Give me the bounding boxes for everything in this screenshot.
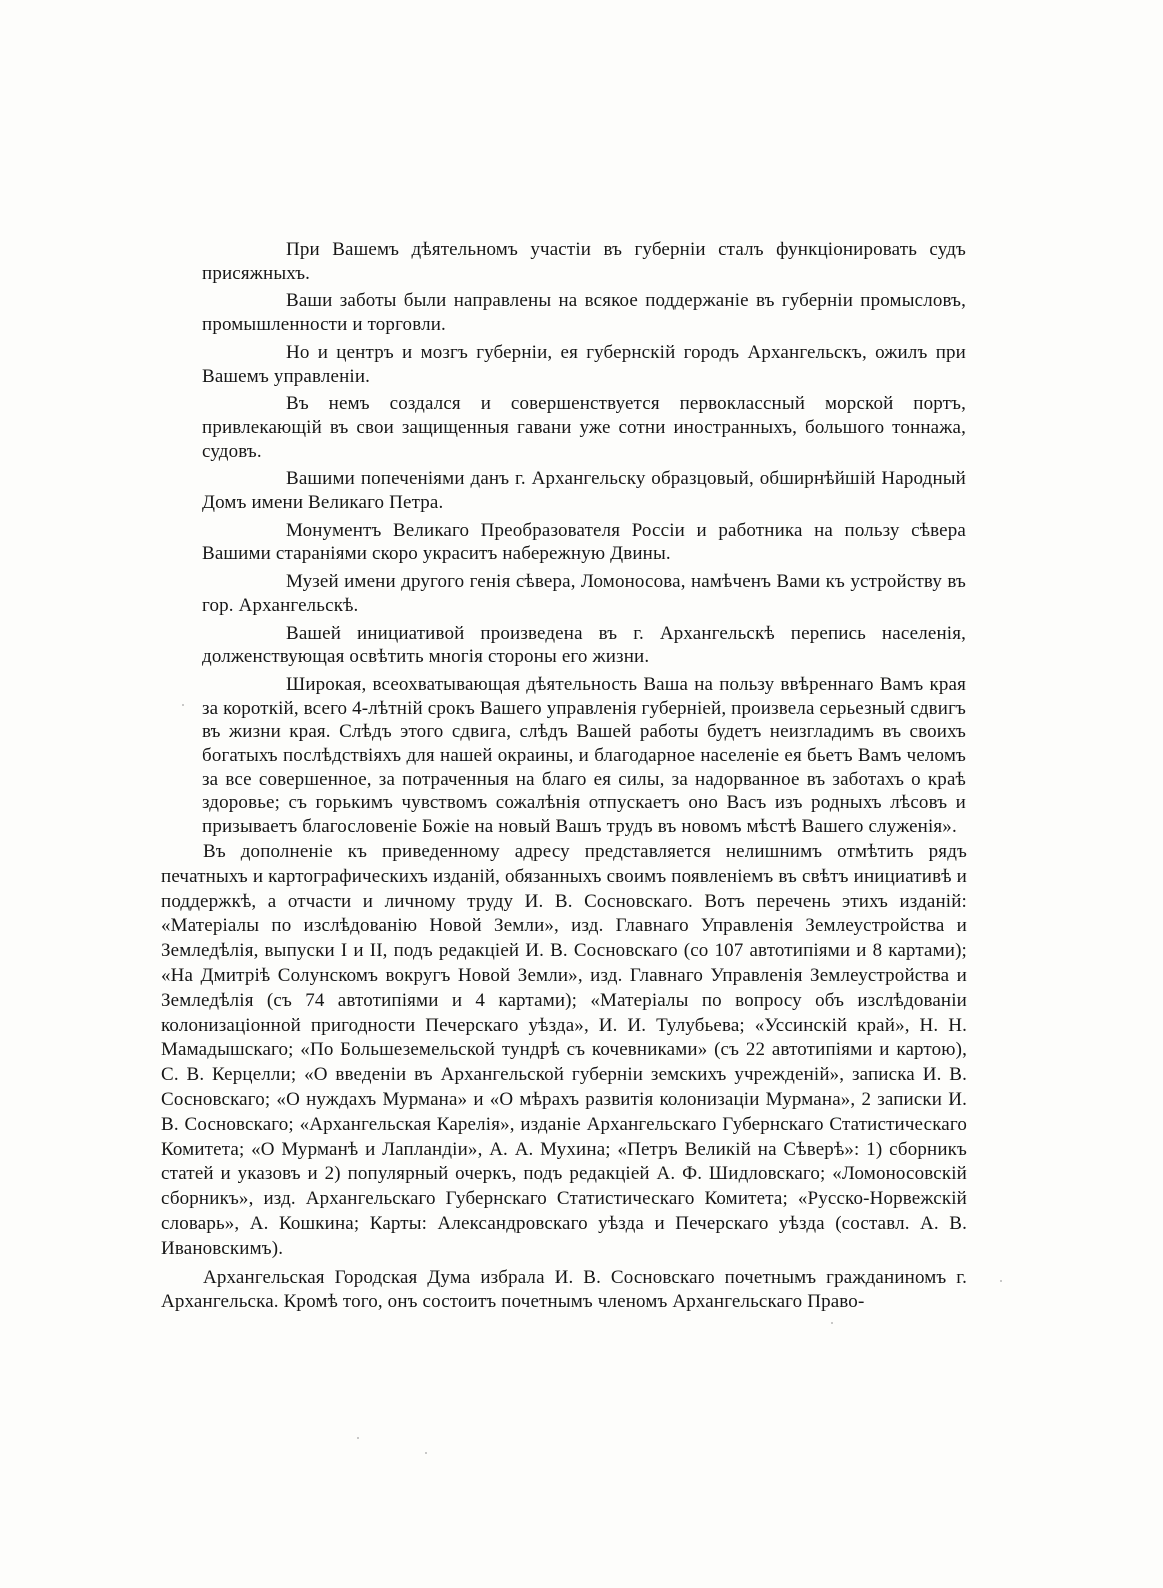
address-paragraph: Широкая, всеохватывающая дѣятельность Ваша на пользу ввѣреннаго Вамъ края за короткiй, всего 4-лѣтнiй срокъ Вашего управленiя губернiей, произвела серьезный сдвигъ въ жизни края. Слѣдъ этого сдвига, слѣдъ Вашей работы будетъ неизгладимъ въ своихъ богатыхъ послѣдствiяхъ для нашей окраины, и благодарное населенiе ея бьетъ Вамъ челомъ за все совершенное, за потраченныя на благо ея силы, за надорванное въ заботахъ о краѣ здоровье; съ горькимъ чувствомъ сожалѣнiя отпускаетъ оно Васъ изъ родныхъ лѣсовъ и призываетъ благословенiе Божie на новый Вашъ трудъ въ новомъ мѣстѣ Вашего служенiя».: [202, 673, 966, 838]
main-paragraph: Архангельская Городская Дума избрала И. В. Сосновскаго почетнымъ гражданиномъ г. Архангельска. Кромѣ того, онъ состоитъ почетнымъ членомъ Архангельскаго Право-: [161, 1266, 967, 1313]
address-paragraph: Вашими попеченiями данъ г. Архангельску образцовый, обширнѣйшiй Народный Домъ имени Великаго Петра.: [202, 468, 966, 514]
scan-speck: [182, 704, 184, 706]
address-paragraph: Вашей инициативой произведена въ г. Архангельскѣ перепись населенiя, долженствующая освѣтить многiя стороны его жизни.: [202, 622, 966, 668]
scan-speck: [425, 1452, 427, 1454]
main-paragraph: Въ дополненiе къ приведенному адресу представляется нелишнимъ отмѣтить рядъ печатныхъ и картографическихъ изданiй, обязанныхъ своимъ появленiемъ въ свѣтъ инициативѣ и поддержкѣ, а отчасти и личному труду И. В. Сосновскаго. Вотъ перечень этихъ изданiй: «Матерiалы по изслѣдованiю Новой Земли», изд. Главнаго Управленiя Землеустройства и Земледѣлiя, выпуски I и II, подъ редакцiей И. В. Сосновскаго (со 107 автотипiями и 8 картами); «На Дмитрiѣ Солунскомъ вокругъ Новой Земли», изд. Главнаго Управленiя Землеустройства и Земледѣлiя (съ 74 автотипiями и 4 картами); «Матерiалы по вопросу объ изслѣдованiи колонизацiонной пригодности Печерскаго уѣзда», И. И. Тулубьева; «Уссинскiй край», Н. Н. Мамадышскаго; «По Большеземельской тундрѣ съ кочевниками» (съ 22 автотипiями и картою), С. В. Керцелли; «О введенiи въ Архангельской губернiи земскихъ учрежденiй», записка И. В. Сосновскаго; «О нуждахъ Мурмана» и «О мѣрахъ развитiя колонизацiи Мурмана», 2 записки И. В. Сосновскаго; «Архангельская Карелiя», изданiе Архангельскаго Губернскаго Статистическаго Комитета; «О Мурманѣ и Лапландiи», А. А. Мухина; «Петръ Великiй на Сѣверѣ»: 1) сборникъ статей и указовъ и 2) популярный очеркъ, подъ редакцiей А. Ф. Шидловскаго; «Ломоносовскiй сборникъ», изд. Архангельскаго Губернскаго Статистическаго Комитета; «Русско-Норвежскiй словарь», А. Кошкина; Карты: Александровскаго уѣзда и Печерскаго уѣзда (составл. А. В. Ивановскимъ).: [161, 841, 967, 1259]
address-text-block: [202, 238, 966, 843]
scan-speck: [357, 1437, 359, 1439]
address-paragraph: Монументъ Великаго Преобразователя Россiи и работника на пользу сѣвера Вашими старанiями скоро украситъ набережную Двины.: [202, 519, 966, 565]
address-paragraph: При Вашемъ дѣятельномъ участiи въ губернiи сталъ функцiонировать судъ присяжныхъ.: [202, 239, 966, 284]
address-paragraph: Ваши заботы были направлены на всякое поддержанiе въ губернiи промысловъ, промышленности и торговли.: [202, 290, 966, 336]
address-paragraph: Въ немъ создался и совершенствуется первоклассный морской портъ, привлекающiй въ свои защищенныя гавани уже сотни иностранныхъ, большого тоннажа, судовъ.: [202, 393, 966, 462]
main-text-block: [161, 840, 967, 1319]
scan-speck: [1000, 1280, 1002, 1282]
scan-speck: [831, 1322, 833, 1324]
address-paragraph: Музей имени другого генiя сѣвера, Ломоносова, намѣченъ Вами къ устройству въ гор. Архангельскѣ.: [202, 571, 966, 616]
address-paragraph: Но и центръ и мозгъ губернiи, ея губернскiй городъ Архангельскъ, ожилъ при Вашемъ управленiи.: [202, 341, 966, 387]
